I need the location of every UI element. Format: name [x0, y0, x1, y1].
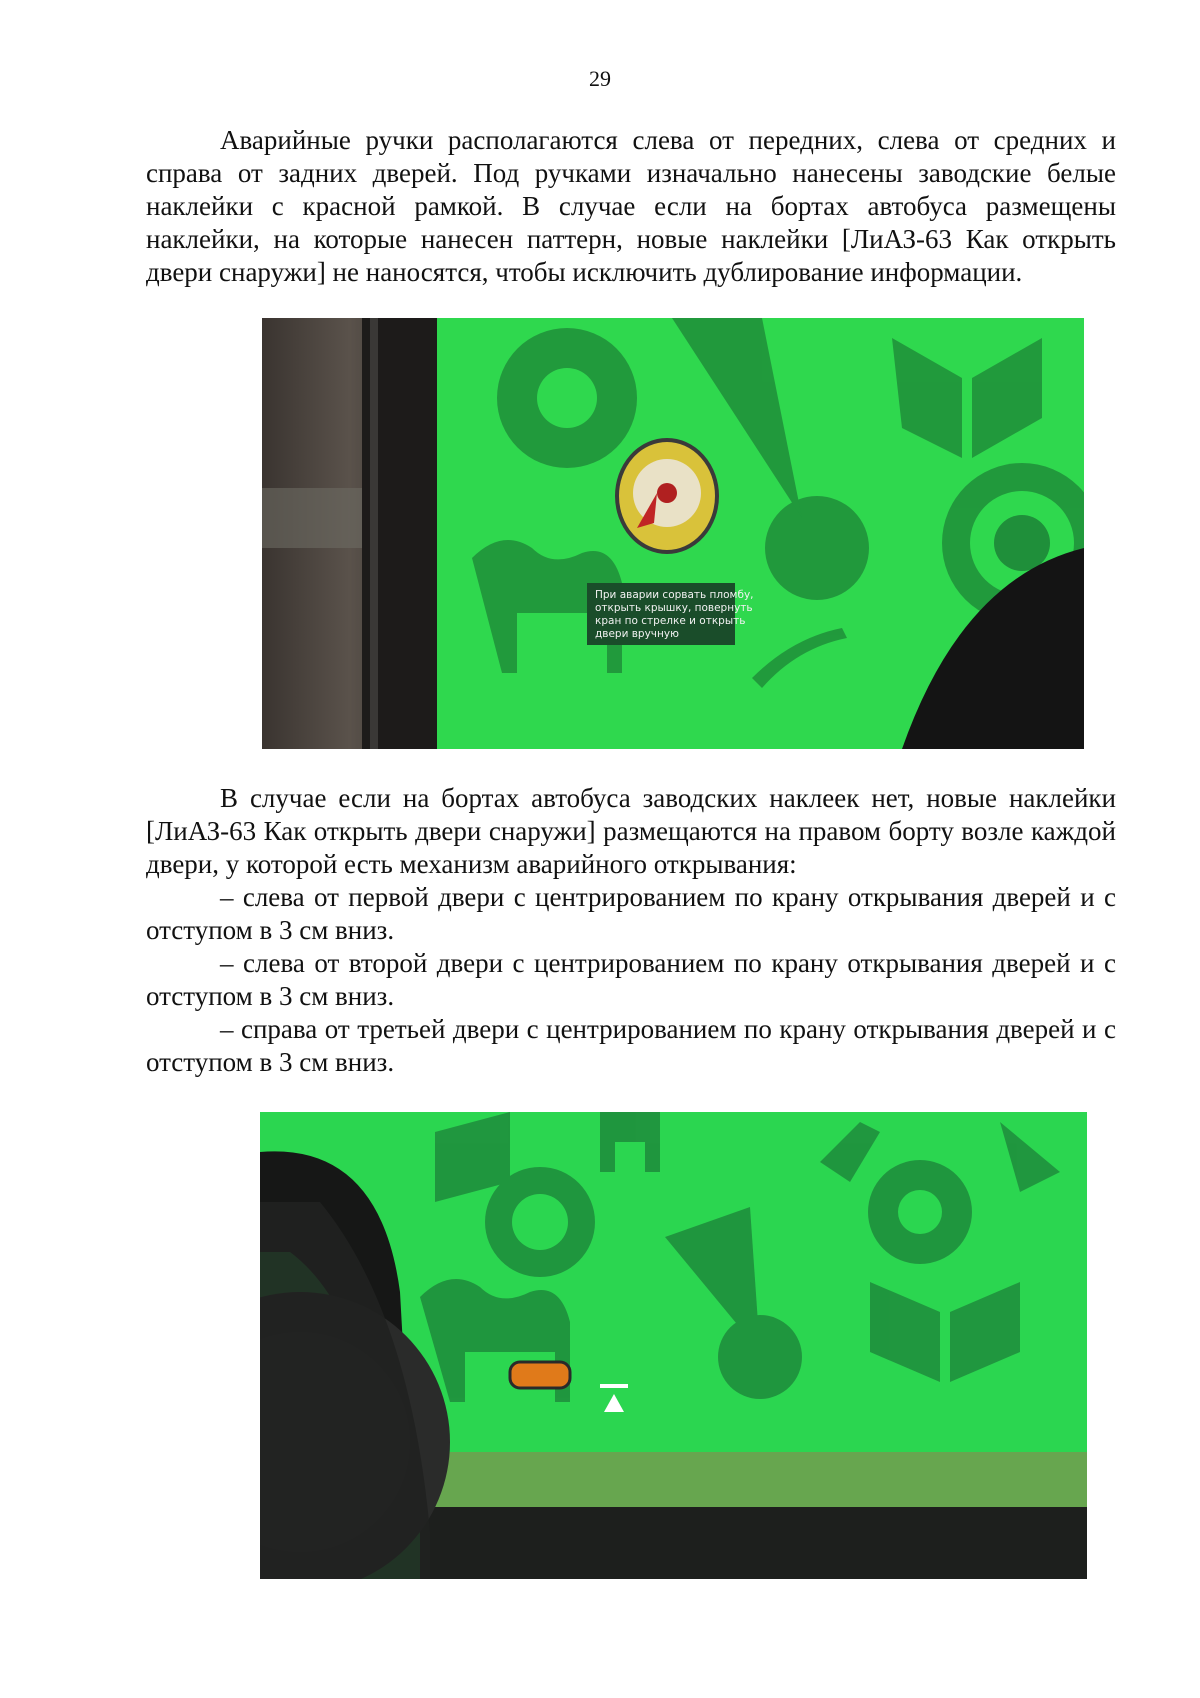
paragraph-emergency-handles — [146, 124, 1116, 289]
list-item: – слева от второй двери с центрированием по крану открывания дверей и с отступом в 3 см вниз. — [146, 948, 1116, 1011]
sticker-line-3: кран по стрелке и открыть — [595, 615, 746, 627]
list-item: – справа от третьей двери с центрированием по крану открывания дверей и с отступом в 3 см вниз. — [146, 1014, 1116, 1077]
photo-bus-side-marker — [260, 1112, 1087, 1579]
page-number: 29 — [589, 66, 611, 91]
sticker-line-2: открыть крышку, повернуть — [595, 602, 753, 614]
photo-emergency-valve — [262, 318, 1084, 749]
list-item: – слева от первой двери с центрированием по крану открывания дверей и с отступом в 3 см вниз. — [146, 882, 1116, 945]
sticker-line-4: двери вручную — [595, 628, 679, 640]
paragraph-1: Аварийные ручки располагаются слева от передних, слева от средних и справа от задних дверей. Под ручками изначально нанесены заводские белые наклейки с красной рамкой. В случае если на бортах автобуса размещены наклейки, на которые нанесен паттерн, новые наклейки [ЛиАЗ-63 Как открыть двери снаружи] не наносятся, чтобы исключить дублирование информации. — [146, 125, 1116, 287]
paragraph-2: В случае если на бортах автобуса заводских наклеек нет, новые наклейки [ЛиАЗ-63 Как открыть двери снаружи] размещаются на правом борту возле каждой двери, у которой есть механизм аварийного открывания: — [146, 783, 1116, 879]
placement-rules — [146, 782, 1116, 1079]
sticker-line-1: При аварии сорвать пломбу, — [595, 589, 754, 601]
